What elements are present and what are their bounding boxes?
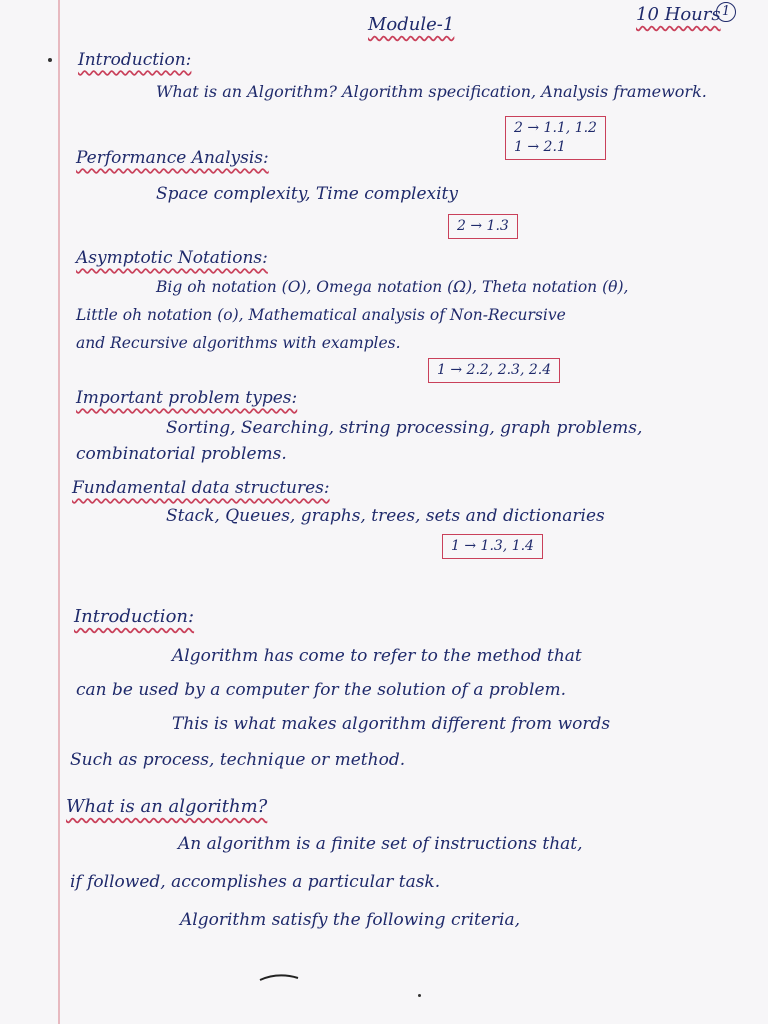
reference-box (505, 116, 606, 160)
syllabus-problem-types-heading: Important problem types: (76, 388, 298, 408)
syllabus-data-structures-text: Stack, Queues, graphs, trees, sets and dictionaries (166, 506, 605, 526)
notes-introduction-heading: Introduction: (74, 606, 195, 627)
syllabus-data-structures-heading: Fundamental data structures: (72, 478, 330, 498)
syllabus-asymptotic-line: and Recursive algorithms with examples. (76, 334, 401, 352)
notes-what-heading: What is an algorithm? (66, 796, 268, 817)
reference-line: 1 → 1.3, 1.4 (451, 538, 534, 554)
page-number: 1 (716, 2, 736, 22)
syllabus-problem-types-line: Sorting, Searching, string processing, graph problems, (166, 418, 643, 438)
reference-box (428, 358, 560, 383)
notes-introduction-line: Such as process, technique or method. (70, 750, 406, 770)
notes-what-line: An algorithm is a finite set of instructions that, (178, 834, 583, 854)
margin-line (58, 0, 60, 1024)
notes-introduction-line: can be used by a computer for the solution of a problem. (76, 680, 567, 700)
notes-what-line: if followed, accomplishes a particular task. (70, 872, 441, 892)
pen-stroke (258, 968, 302, 988)
syllabus-introduction-text: What is an Algorithm? Algorithm specification, Analysis framework. (156, 82, 707, 101)
syllabus-performance-heading: Performance Analysis: (76, 148, 269, 168)
syllabus-introduction-heading: Introduction: (78, 50, 192, 70)
reference-box (442, 534, 543, 559)
module-title: Module-1 (368, 14, 455, 35)
syllabus-asymptotic-heading: Asymptotic Notations: (76, 248, 268, 268)
notes-what-line: Algorithm satisfy the following criteria, (180, 910, 521, 930)
syllabus-asymptotic-line: Little oh notation (o), Mathematical analysis of Non-Recursive (76, 306, 566, 324)
reference-line: 2 → 1.1, 1.2 (514, 120, 597, 136)
reference-line: 1 → 2.1 (514, 138, 566, 155)
syllabus-performance-text: Space complexity, Time complexity (156, 184, 458, 204)
hours-label: 10 Hours (636, 4, 721, 25)
notes-introduction-line: Algorithm has come to refer to the method that (172, 646, 582, 666)
bullet-dot (48, 58, 52, 62)
ink-dot (418, 994, 421, 997)
syllabus-problem-types-line: combinatorial problems. (76, 444, 287, 464)
notes-introduction-line: This is what makes algorithm different from words (172, 714, 611, 734)
reference-line: 2 → 1.3 (457, 218, 509, 234)
syllabus-asymptotic-line: Big oh notation (O), Omega notation (Ω), Theta notation (θ), (156, 278, 629, 296)
reference-line: 1 → 2.2, 2.3, 2.4 (437, 362, 552, 378)
reference-box (448, 214, 518, 239)
